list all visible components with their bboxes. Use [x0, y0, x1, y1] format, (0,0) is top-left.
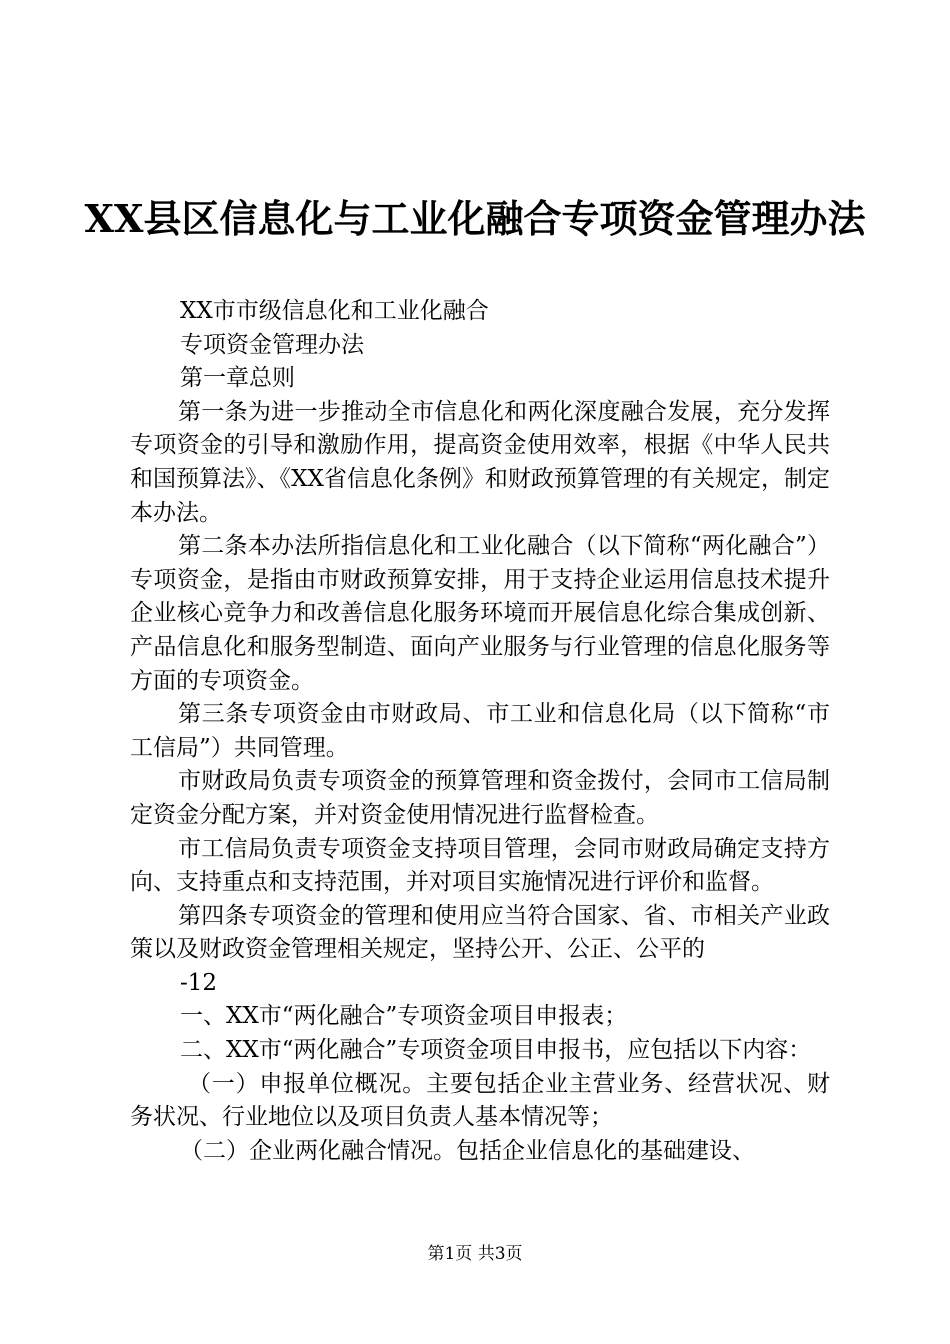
document-title: XX县区信息化与工业化融合专项资金管理办法 — [84, 196, 866, 241]
document-body — [130, 295, 830, 1168]
paragraph-article-2: 第二条本办法所指信息化和工业化融合（以下简称“两化融合”）专项资金，是指由市财政预算安排，用于支持企业运用信息技术提升企业核心竞争力和改善信息化服务环境而开展信息化综合集成创新、产品信息化和服务型制造、面向产业服务与行业管理的信息化服务等方面的专项资金。 — [130, 533, 830, 694]
paragraph-article-1: 第一条为进一步推动全市信息化和两化深度融合发展，充分发挥专项资金的引导和激励作用，提高资金使用效率，根据《中华人民共和国预算法》、《XX省信息化条例》和财政预算管理的有关规定，制定本办法。 — [130, 398, 830, 526]
paragraph-finance-bureau: 市财政局负责专项资金的预算管理和资金拨付，会同市工信局制定资金分配方案，并对资金使用情况进行监督检查。 — [130, 768, 830, 828]
paragraph-article-4: 第四条专项资金的管理和使用应当符合国家、省、市相关产业政策以及财政资金管理相关规定，坚持公开、公正、公平的 — [130, 902, 830, 963]
paragraph-chapter-heading: 第一章总则 — [180, 365, 295, 392]
paragraph-it-bureau: 市工信局负责专项资金支持项目管理，会同市财政局确定支持方向、支持重点和支持范围，并对项目实施情况进行评价和监督。 — [130, 835, 830, 896]
paragraph-item-2: 二、XX市“两化融合”专项资金项目申报书，应包括以下内容： — [180, 1037, 812, 1064]
paragraph-subitem-2: （二）企业两化融合情况。包括企业信息化的基础建设、 — [180, 1137, 755, 1164]
paragraph-subtitle-line2: 专项资金管理办法 — [180, 331, 364, 358]
paragraph-subitem-1: （一）申报单位概况。主要包括企业主营业务、经营状况、财务状况、行业地位以及项目负责人基本情况等； — [130, 1070, 830, 1131]
paragraph-page-marker: -12 — [180, 969, 218, 996]
page-number: 第1页 共3页 — [427, 1244, 523, 1264]
paragraph-item-1: 一、XX市“两化融合”专项资金项目申报表； — [180, 1003, 628, 1030]
paragraph-article-3: 第三条专项资金由市财政局、市工业和信息化局（以下简称“市工信局”）共同管理。 — [130, 701, 830, 761]
paragraph-subtitle-line1: XX市市级信息化和工业化融合 — [180, 298, 489, 324]
